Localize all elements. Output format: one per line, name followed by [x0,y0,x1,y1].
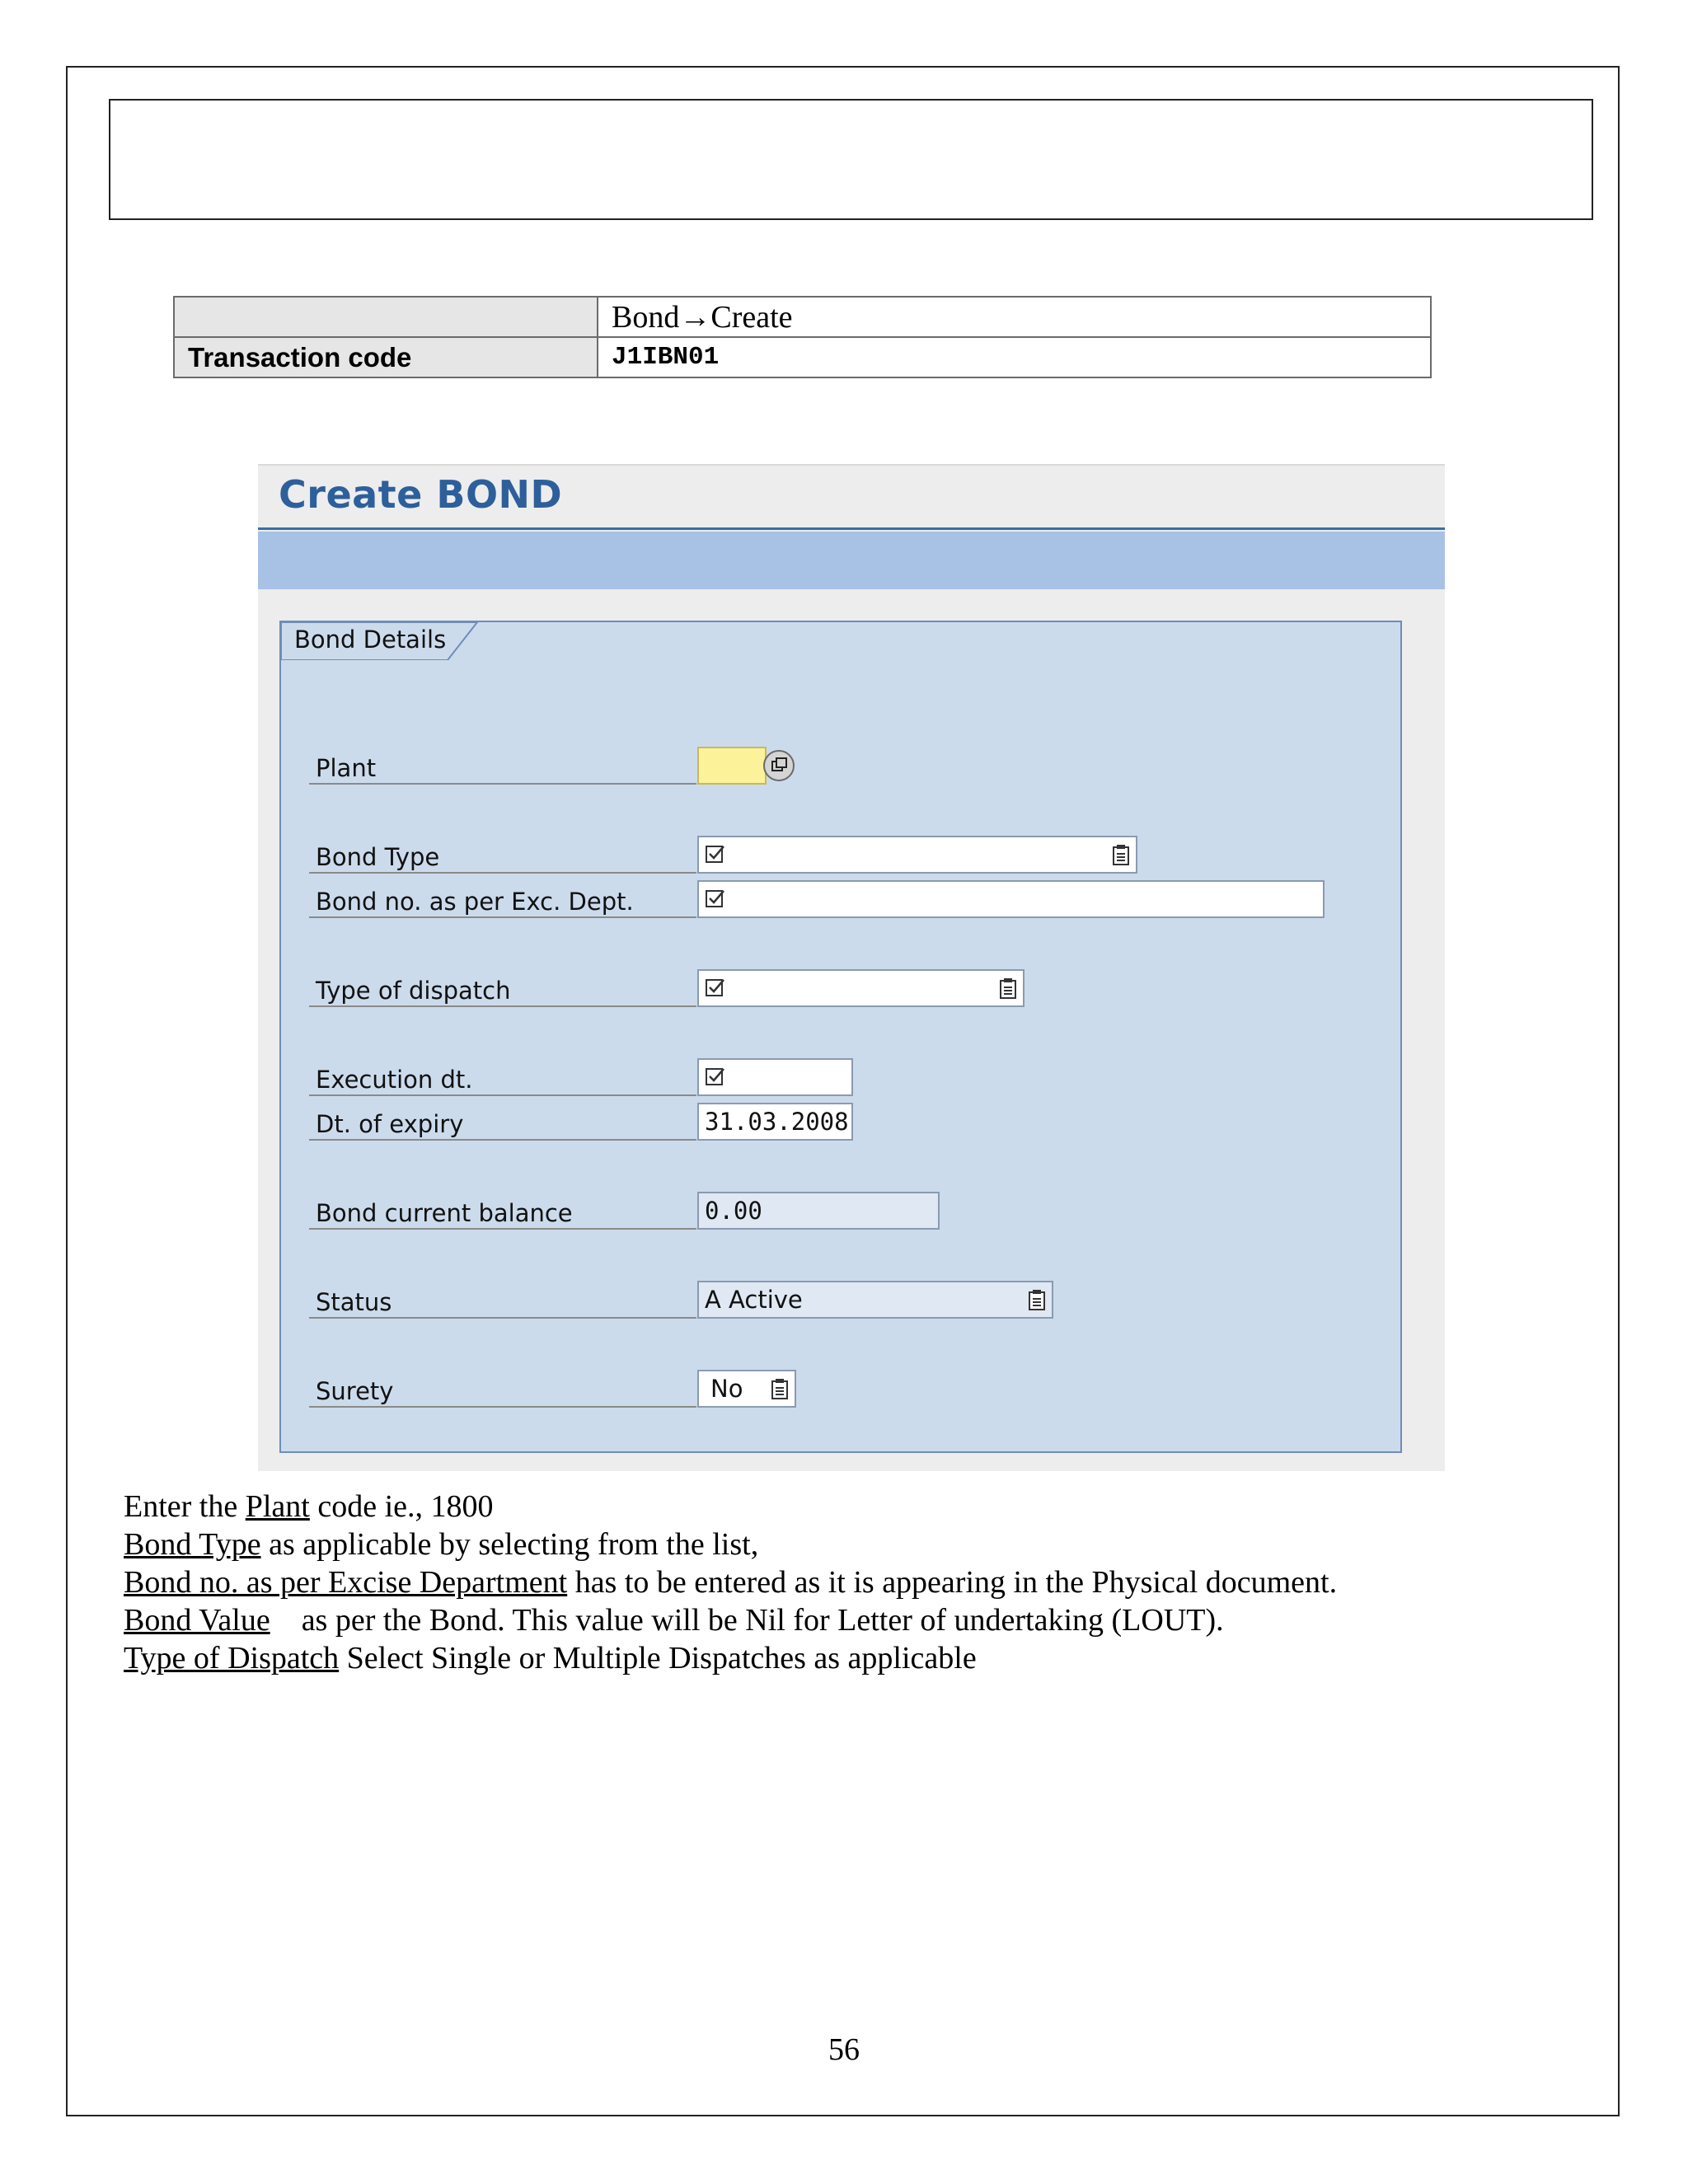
instruction-text: code ie., 1800 [309,1489,494,1524]
execution-dt-label: Execution dt. [309,1063,696,1096]
surety-value: No [710,1375,743,1403]
expiry-dt-input[interactable]: 31.03.2008 [697,1103,853,1141]
balance-label: Bond current balance [309,1197,696,1230]
plant-input[interactable] [697,747,767,785]
instruction-line [124,1563,1337,1601]
table-cell-empty [174,297,598,337]
screen-top-line [258,464,1445,466]
page-number: 56 [828,2032,860,2067]
title-rule [258,527,1445,530]
status-label: Status [309,1286,696,1319]
menu-path: Bond→Create [598,297,1431,337]
required-check-icon [705,977,726,999]
instruction-text: has to be entered as it is appearing in the Physical document. [567,1565,1338,1600]
dropdown-list-icon[interactable] [1112,845,1130,866]
bond-value-term: Bond Value [124,1603,270,1638]
transaction-code-label: Transaction code [174,337,598,377]
status-value: A Active [705,1286,803,1314]
bond-type-select[interactable] [697,836,1137,874]
dispatch-type-select[interactable] [697,969,1025,1007]
sap-screen [258,464,1445,1471]
bond-details-group [279,621,1402,1453]
surety-select[interactable] [697,1370,796,1408]
instruction-text: Select Single or Multiple Dispatches as applicable [339,1641,977,1675]
bond-no-term: Bond no. as per Excise Department [124,1565,568,1600]
dispatch-type-term: Type of Dispatch [124,1641,340,1675]
bond-type-label: Bond Type [309,841,696,874]
bond-type-term: Bond Type [124,1527,261,1562]
expiry-dt-label: Dt. of expiry [309,1108,696,1141]
plant-label: Plant [309,752,696,785]
required-check-icon [705,844,726,865]
instruction-text: as per the Bond. This value will be Nil for Letter of undertaking (LOUT). [270,1603,1224,1638]
value-help-icon[interactable] [762,749,795,782]
execution-dt-input[interactable] [697,1058,853,1096]
group-title: Bond Details [294,626,447,654]
group-tab [281,622,479,660]
instruction-line [124,1526,1337,1563]
required-check-icon [705,888,726,910]
bond-no-input[interactable] [697,880,1325,918]
surety-label: Surety [309,1375,696,1408]
instruction-text: as applicable by selecting from the list, [260,1527,759,1562]
bond-no-label: Bond no. as per Exc. Dept. [309,885,696,918]
header-box [109,99,1593,220]
status-select[interactable] [697,1281,1053,1319]
screen-title: Create BOND [279,472,563,517]
transaction-code-value: J1IBN01 [598,337,1431,377]
instruction-text: Enter the [124,1489,246,1524]
instruction-line [124,1601,1337,1639]
dropdown-list-icon[interactable] [1028,1290,1046,1311]
instruction-line [124,1639,1337,1677]
dropdown-list-icon[interactable] [999,978,1017,1000]
dropdown-list-icon[interactable] [771,1379,789,1400]
transaction-table [173,296,1432,378]
application-toolbar [258,532,1445,589]
plant-term: Plant [245,1489,310,1524]
instruction-line [124,1488,1337,1526]
instructions [124,1488,1337,1677]
dispatch-type-label: Type of dispatch [309,974,696,1007]
balance-output: 0.00 [697,1192,940,1230]
required-check-icon [705,1066,726,1088]
